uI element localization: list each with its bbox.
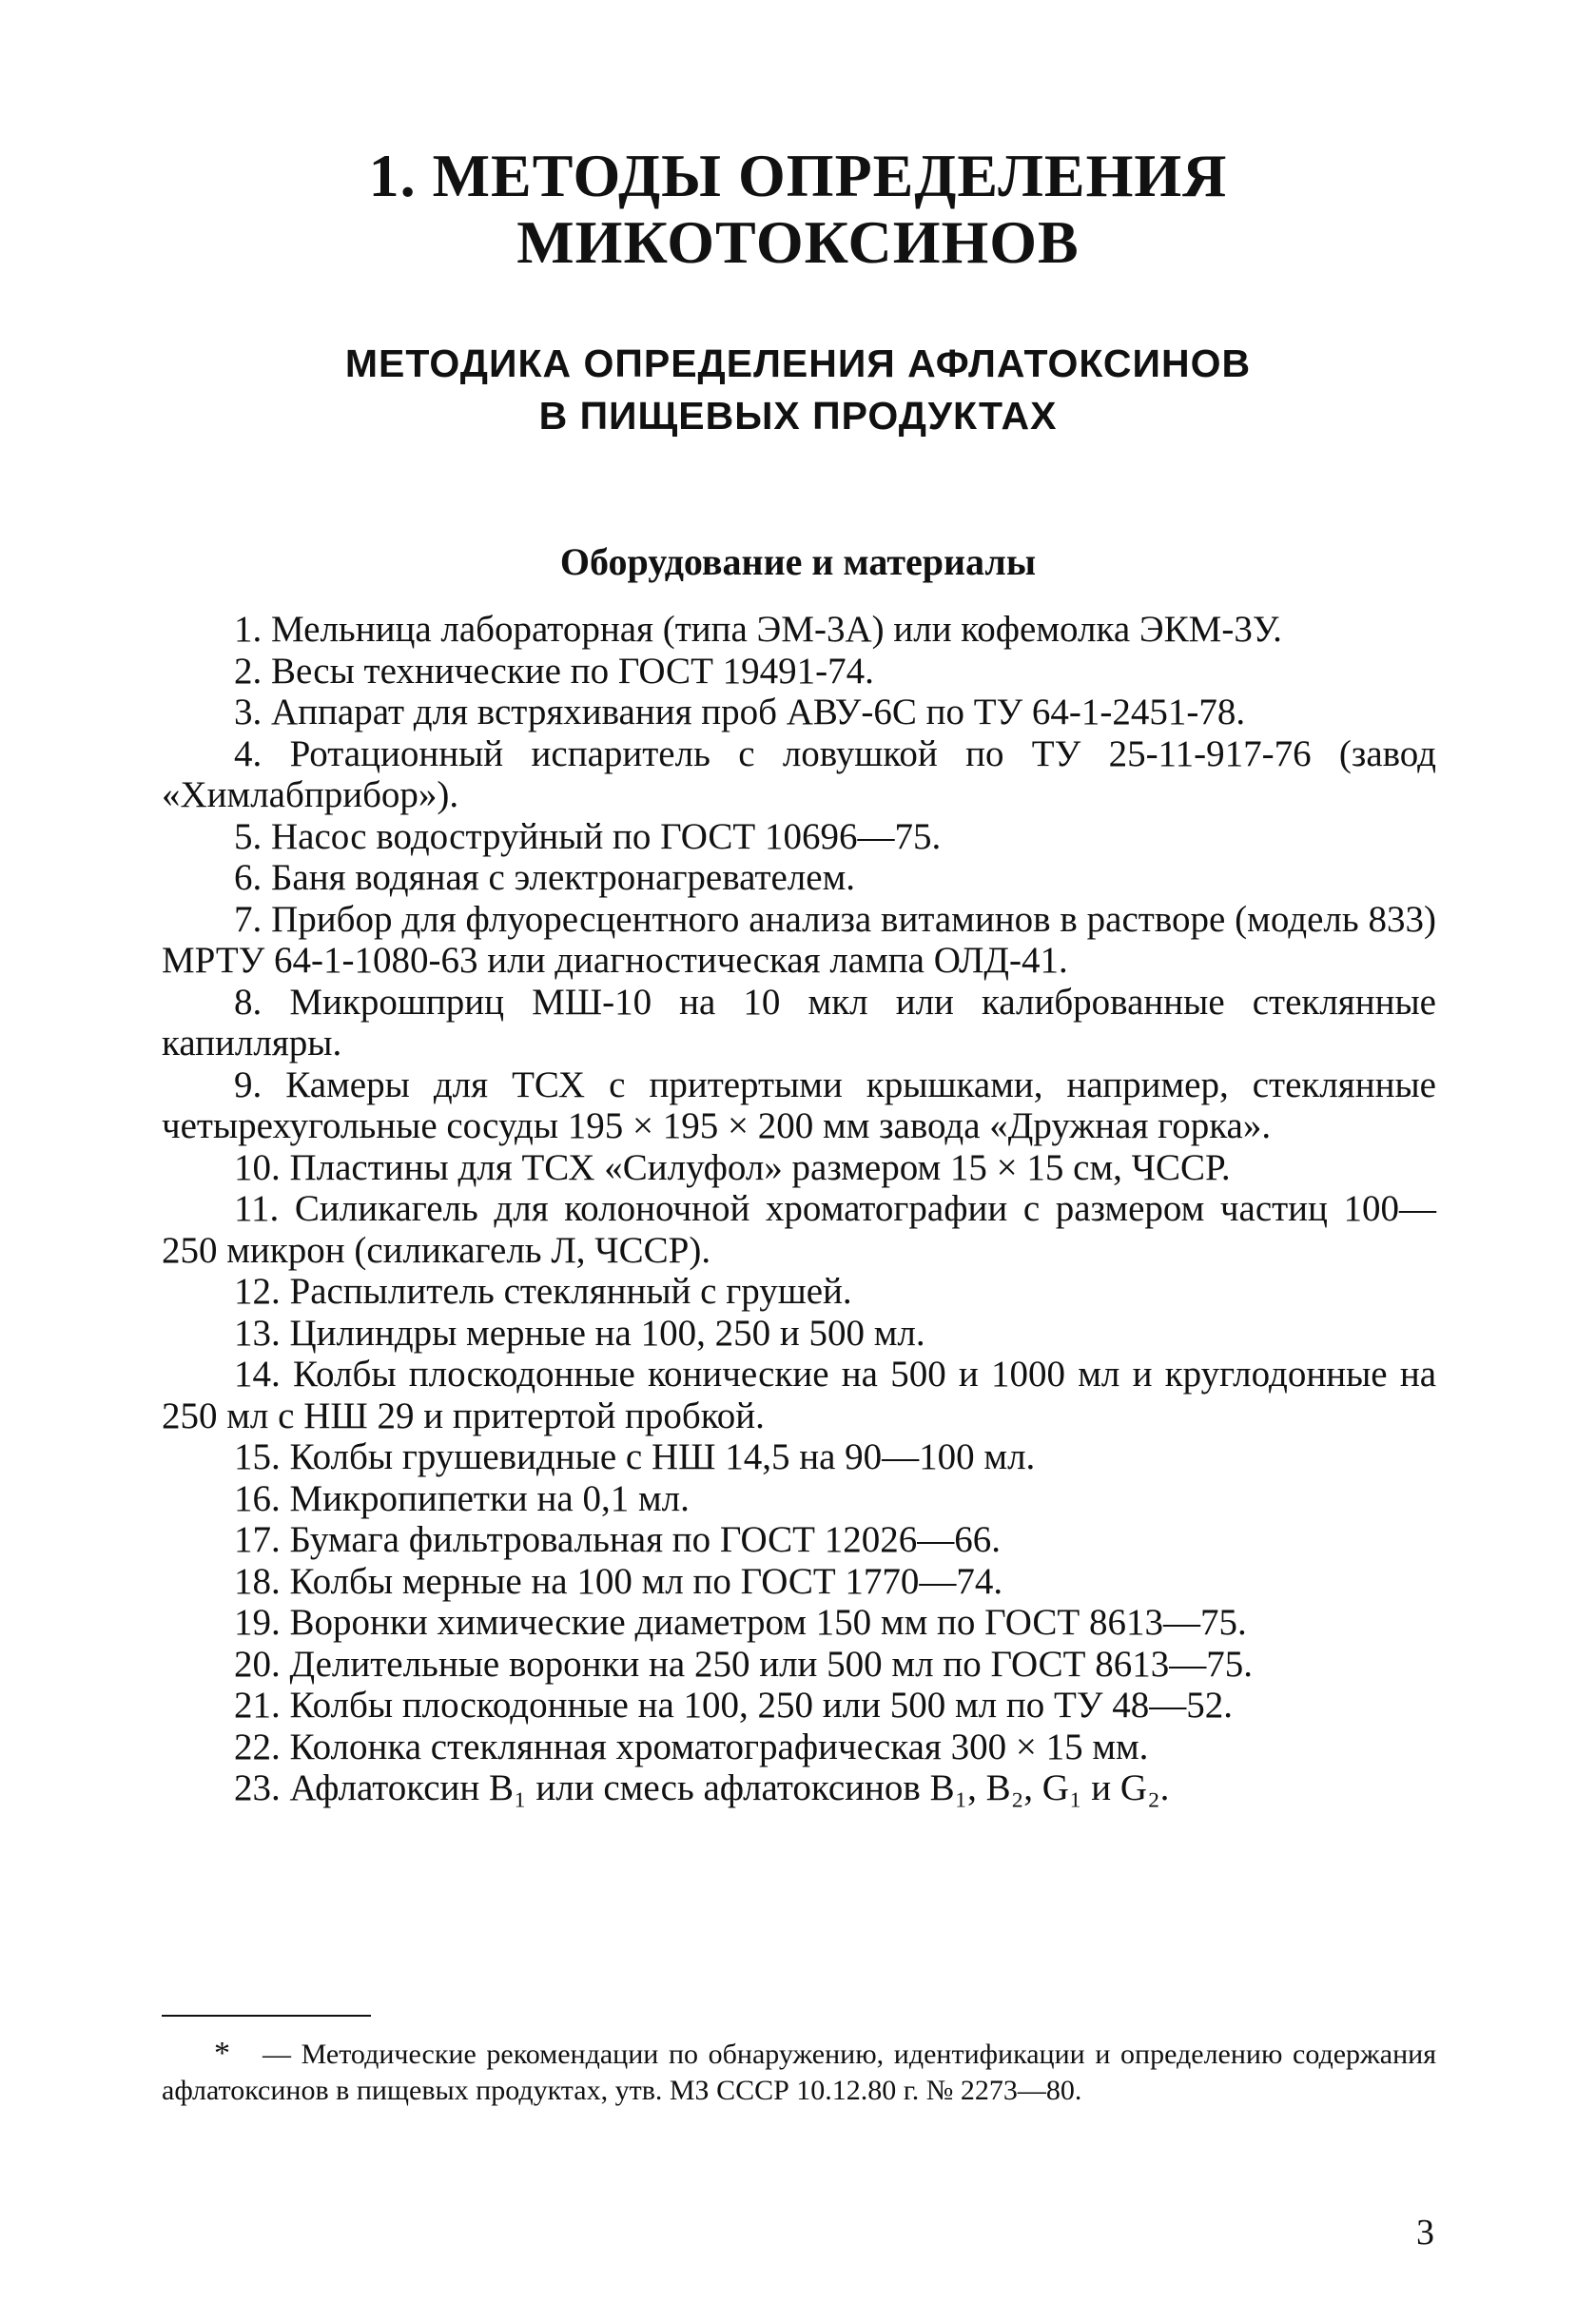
list-item: 14. Колбы плоскодонные конические на 500 и 1000 мл и круглодонные на 250 мл с НШ 29 и притертой пробкой. <box>162 1354 1436 1436</box>
footnote <box>162 2036 1436 2109</box>
method-title-line-2: В ПИЩЕВЫХ ПРОДУКТАХ <box>538 394 1058 438</box>
list-item: 1. Мельница лабораторная (типа ЭМ-3А) или кофемолка ЭКМ-3У. <box>234 609 1282 650</box>
list-item: 23. Афлатоксин B₁ или смесь афлатоксинов B₁, B₂, G₁ и G₂. <box>234 1767 1170 1808</box>
list-item: 12. Распылитель стеклянный с грушей. <box>234 1271 852 1312</box>
list-item: 11. Силикагель для колоночной хроматографии с размером частиц 100—250 микрон (силикагель Л, ЧССР). <box>162 1188 1436 1271</box>
list-item: 5. Насос водоструйный по ГОСТ 10696—75. <box>234 815 942 857</box>
list-item: 10. Пластины для ТСХ «Силуфол» размером 15 × 15 см, ЧССР. <box>234 1146 1231 1188</box>
list-item: 8. Микрошприц МШ-10 на 10 мкл или калиброванные стеклянные капилляры. <box>162 981 1436 1064</box>
list-item: 19. Воронки химические диаметром 150 мм по ГОСТ 8613—75. <box>234 1602 1247 1643</box>
method-title <box>143 338 1453 442</box>
list-item: 18. Колбы мерные на 100 мл по ГОСТ 1770—74. <box>234 1560 1003 1602</box>
list-item: 3. Аппарат для встряхивания проб АВУ-6С по ТУ 64-1-2451-78. <box>234 692 1246 732</box>
equipment-list <box>162 609 1436 1809</box>
list-item: 16. Микропипетки на 0,1 мл. <box>234 1477 690 1519</box>
page-number: 3 <box>1416 2213 1434 2253</box>
list-item: 6. Баня водяная с электронагревателем. <box>234 857 856 898</box>
list-item: 21. Колбы плоскодонные на 100, 250 или 500 мл по ТУ 48—52. <box>234 1685 1233 1726</box>
list-item: 2. Весы технические по ГОСТ 19491-74. <box>234 650 874 692</box>
list-item: 20. Делительные воронки на 250 или 500 мл по ГОСТ 8613—75. <box>234 1643 1253 1685</box>
list-item: 17. Бумага фильтровальная по ГОСТ 12026—66. <box>234 1519 1001 1560</box>
method-title-line-1: МЕТОДИКА ОПРЕДЕЛЕНИЯ АФЛАТОКСИНОВ <box>344 342 1252 385</box>
list-item: 7. Прибор для флуоресцентного анализа витаминов в растворе (модель 833) МРТУ 64-1-1080-63 или диагностическая лампа ОЛД-41. <box>162 898 1436 981</box>
footnote-text: — Методические рекомендации по обнаружению, идентификации и определению содержания афлатоксинов в пищевых продуктах, утв. МЗ СССР 10.12.80 г. № 2273—80. <box>162 2039 1436 2106</box>
list-item: 9. Камеры для ТСХ с притертыми крышками, например, стеклянные четырехугольные сосуды 195 × 195 × 200 мм завода «Дружная горка». <box>162 1064 1436 1146</box>
list-item: 22. Колонка стеклянная хроматографическая 300 × 15 мм. <box>234 1726 1149 1767</box>
list-item: 13. Цилиндры мерные на 100, 250 и 500 мл. <box>234 1312 925 1354</box>
list-item: 4. Ротационный испаритель с ловушкой по ТУ 25-11-917-76 (завод «Химлабприбор»). <box>162 732 1436 815</box>
chapter-title: 1. МЕТОДЫ ОПРЕДЕЛЕНИЯ МИКОТОКСИНОВ <box>368 142 1228 277</box>
footnote-divider <box>162 2015 371 2017</box>
footnote-mark: * <box>214 2036 230 2071</box>
section-heading: Оборудование и материалы <box>559 540 1037 583</box>
list-item: 15. Колбы грушевидные с НШ 14,5 на 90—100 мл. <box>234 1436 1036 1477</box>
